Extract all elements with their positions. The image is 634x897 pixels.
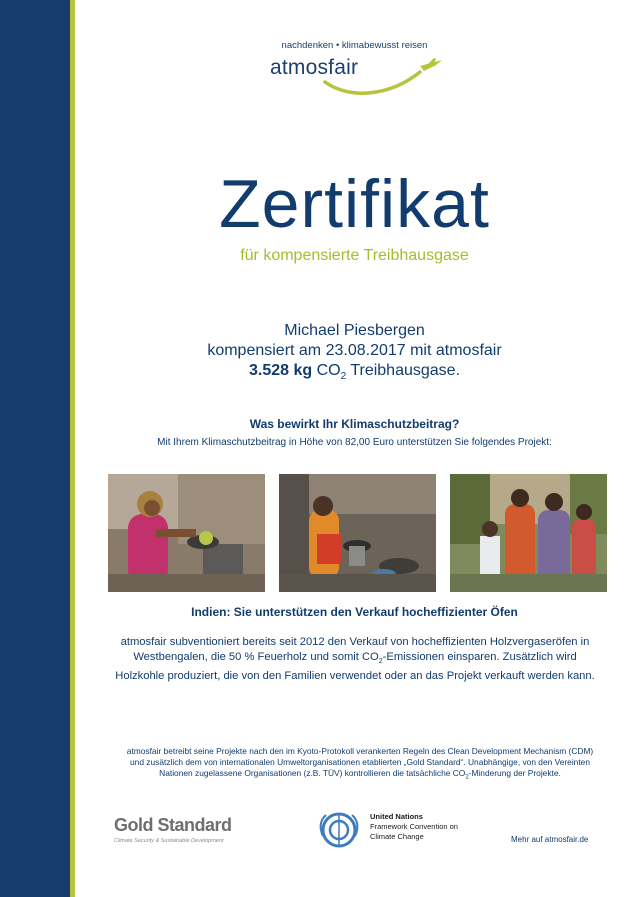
gold-standard-name: Gold Standard bbox=[114, 815, 232, 835]
effect-question: Was bewirkt Ihr Klimaschutzbeitrag? bbox=[249, 417, 460, 431]
project-photo-3 bbox=[450, 474, 607, 592]
project-title: Indien: Sie unterstützen den Verkauf hocheffizienter Öfen bbox=[191, 605, 518, 619]
project-photo-1 bbox=[108, 474, 265, 592]
effect-intro: Mit Ihrem Klimaschutzbeitrag in Höhe von 82,00 Euro unterstützen Sie folgendes Projekt: bbox=[157, 437, 552, 448]
logo-text: atmosfair bbox=[270, 56, 359, 79]
left-green-stripe bbox=[70, 0, 75, 897]
more-link[interactable]: Mehr auf atmosfair.de bbox=[511, 835, 589, 844]
gold-standard-logo bbox=[114, 815, 232, 844]
project-photo-2 bbox=[279, 474, 436, 592]
unfccc-label: United Nations Framework Convention on Climate Change bbox=[370, 812, 458, 841]
fine-print: atmosfair betreibt seine Projekte nach den im Kyoto-Protokoll verankerten Regeln des Clean Development Mechanism (CDM) und zusätzlich dem von internationalen Umweltorganisationen etablierten „Gold Standard“. Unabhängige, von den Vereinten Nationen zugelassene Organisationen (z.B. TÜV) kontrollieren die tatsächliche $CO_2$-Minderung der Projekte. bbox=[126, 746, 594, 781]
certificate-title: Zertifikat bbox=[219, 166, 490, 242]
tagline: nachdenken • klimabewusst reisen bbox=[281, 40, 428, 51]
amount-value: 3.528 kg bbox=[248, 362, 313, 379]
un-emblem-icon bbox=[316, 810, 362, 850]
compensation-line: kompensiert am 23.08.2017 mit atmosfair bbox=[207, 342, 502, 359]
left-navy-band bbox=[0, 0, 70, 897]
recipient-name: Michael Piesbergen bbox=[284, 322, 425, 339]
gold-standard-tagline: Climate Security & Sustainable Development bbox=[114, 838, 224, 844]
amount-suffix: Treibhausgase. bbox=[350, 362, 461, 379]
co2-label: $CO_2$ bbox=[316, 362, 347, 383]
amount-line bbox=[75, 361, 634, 387]
certificate-subtitle: für kompensierte Treibhausgase bbox=[240, 247, 469, 264]
project-description: atmosfair subventioniert bereits seit 2012 den Verkauf von hocheffizienten Holzvergaseröfen in Westbengalen, die 50 % Feuerholz und somit $CO_2$-Emissionen einsparen. Zusätzlich wird Holzkohle produziert, die von den Familien verwendet oder an das Projekt verkauft werden kann. bbox=[115, 636, 595, 683]
atmosfair-logo bbox=[270, 52, 450, 100]
